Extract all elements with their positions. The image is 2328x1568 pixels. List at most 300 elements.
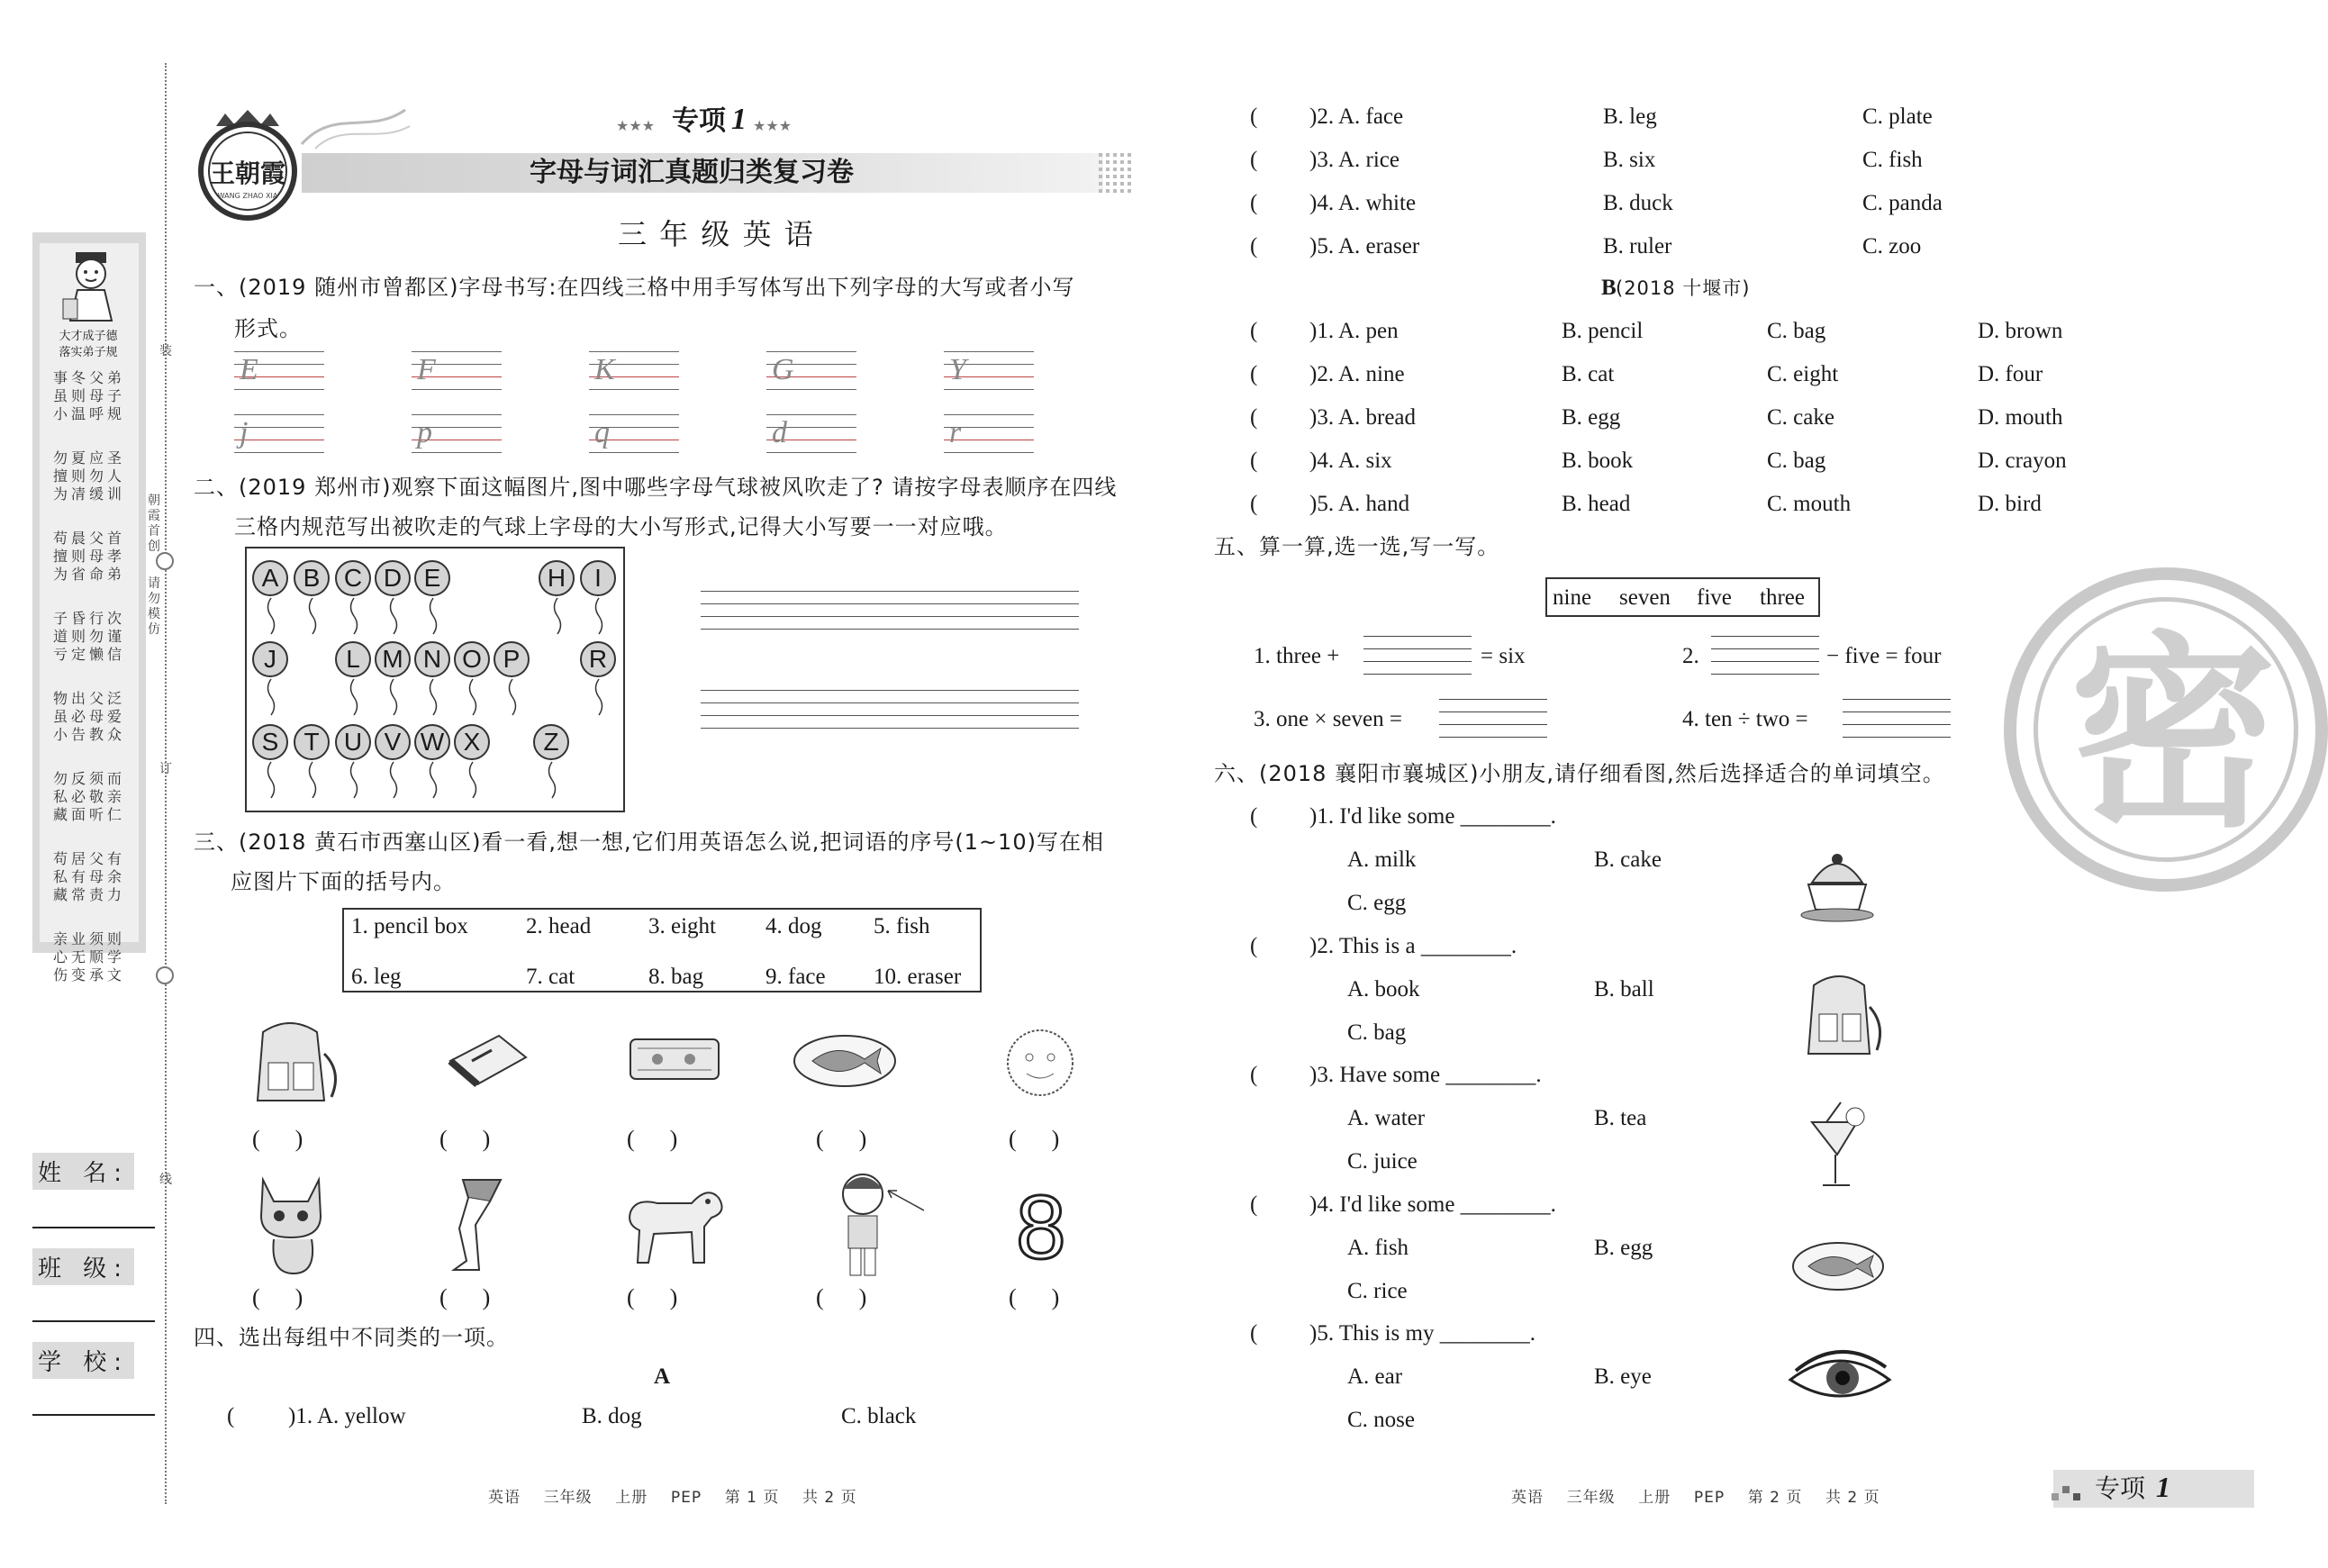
- sidebar-rule-char: 凊: [70, 485, 86, 503]
- sidebar-rule-char: 虽: [52, 387, 68, 404]
- balloon-string-icon: [467, 762, 479, 798]
- section4-title: 四、选出每组中不同类的一项。: [194, 1325, 509, 1350]
- group-a-option-b: B. six: [1603, 148, 1656, 172]
- page-subject: 三 年 级 英 语: [618, 217, 815, 251]
- sidebar-rule-char: 子: [106, 387, 122, 404]
- answer-paren-open[interactable]: (: [1250, 191, 1258, 215]
- sidebar-rule-char: 物: [52, 690, 68, 707]
- example-letter: p: [417, 416, 432, 449]
- sidebar-rule-char: 孝: [106, 548, 122, 565]
- sidebar-rule-char: 则: [70, 387, 86, 404]
- balloon-string-icon: [427, 679, 439, 715]
- sidebar-rule-char: 勿: [88, 467, 104, 485]
- letter-balloon: O: [454, 641, 490, 677]
- math-q1-prefix: 1. three +: [1254, 644, 1340, 668]
- writing-grid[interactable]: [766, 351, 856, 391]
- sidebar-rule-char: 省: [70, 566, 86, 583]
- word-bank-item: 7. cat: [526, 965, 575, 989]
- sidebar-rule-char: 擅: [52, 467, 68, 485]
- name-label: 姓 名:: [32, 1153, 134, 1190]
- sidebar-rule-char: 弟: [106, 369, 122, 386]
- balloon-string-icon: [306, 762, 319, 798]
- dog-picture: [618, 1176, 729, 1270]
- sidebar-rule-char: 父: [88, 530, 104, 547]
- math-q2-answer[interactable]: [1711, 636, 1819, 681]
- header-stars-left: ★★★: [616, 117, 656, 134]
- fill-option-b: B. tea: [1594, 1106, 1647, 1130]
- group-b-option-b: B. head: [1562, 492, 1631, 516]
- face-picture: [1000, 1027, 1081, 1099]
- group-b-option-b: B. pencil: [1562, 319, 1644, 343]
- answer-paren-open[interactable]: (: [1250, 933, 1258, 958]
- binding-note-xian: 线: [159, 1173, 172, 1187]
- fill-option-a: A. book: [1347, 976, 1420, 1002]
- letter-balloon: D: [375, 560, 411, 596]
- fill-option-c: C. nose: [1347, 1408, 1415, 1432]
- group-a-option-c: C. black: [841, 1404, 917, 1428]
- answer-paren[interactable]: ( ): [252, 1284, 303, 1310]
- sidebar-rule-char: 爱: [106, 708, 122, 725]
- sidebar-rule-char: 为: [52, 566, 68, 583]
- answer-paren-open[interactable]: (: [1250, 362, 1258, 386]
- sidebar-rule-char: 勿: [52, 449, 68, 467]
- sidebar-rule-char: 懒: [88, 646, 104, 663]
- school-bag-picture: [238, 1018, 342, 1108]
- answer-paren[interactable]: ( ): [1009, 1126, 1060, 1152]
- balloon-string-icon: [348, 762, 360, 798]
- answer-lines-lower[interactable]: [701, 690, 1079, 735]
- group-b-option-a: )1. A. pen: [1309, 319, 1399, 343]
- section5-title: 五、算一算,选一选,写一写。: [1214, 534, 1500, 559]
- binding-note-zhuang: 装: [159, 344, 172, 358]
- sidebar-rule-char: 业: [70, 930, 86, 947]
- sidebar-rule-char: 告: [70, 726, 86, 743]
- answer-paren[interactable]: ( ): [627, 1284, 678, 1310]
- letter-balloon: J: [252, 641, 288, 677]
- letter-balloon: M: [375, 641, 411, 677]
- fill-option-b: B. egg: [1594, 1235, 1653, 1260]
- group-b-option-c: C. eight: [1767, 362, 1839, 386]
- sidebar-rule-char: 虽: [52, 708, 68, 725]
- writing-grid[interactable]: [412, 351, 502, 391]
- footer-left: 英语 三年级 上册 PEP 第 1 页 共 2 页: [488, 1489, 857, 1507]
- word-bank-three: three: [1760, 585, 1805, 610]
- footer-right: 英语 三年级 上册 PEP 第 2 页 共 2 页: [1511, 1489, 1880, 1507]
- answer-paren-open[interactable]: (: [1250, 234, 1258, 258]
- group-b-option-d: D. four: [1978, 362, 2043, 386]
- pencil-box-picture: [625, 1027, 724, 1090]
- sidebar-rule-char: 面: [70, 806, 86, 823]
- group-b-option-d: D. crayon: [1978, 449, 2067, 473]
- fill-option-c: C. juice: [1347, 1149, 1418, 1174]
- fill-question: )2. This is a ________.: [1309, 933, 1517, 958]
- balloon-string-icon: [593, 679, 605, 715]
- math-q4-answer[interactable]: [1843, 699, 1951, 744]
- juice-glass-picture: [1805, 1101, 1871, 1194]
- fill-option-b: B. ball: [1594, 976, 1654, 1002]
- group-a-option-b: B. duck: [1603, 191, 1673, 215]
- sidebar-rule-char: 心: [52, 948, 68, 965]
- section2-title: 二、(2019 郑州市)观察下面这幅图片,图中哪些字母气球被风吹走了? 请按字母表顺序在四线: [194, 475, 1118, 500]
- answer-paren[interactable]: ( ): [627, 1126, 678, 1152]
- sidebar-rule-char: 训: [106, 485, 122, 503]
- sidebar-rule-char: 有: [106, 850, 122, 867]
- binding-dotted-line: [165, 63, 167, 1504]
- sidebar-rule-char: 事: [52, 369, 68, 386]
- section3-title: 三、(2018 黄石市西塞山区)看一看,想一想,它们用英语怎么说,把词语的序号(1~10)写在相: [194, 829, 1104, 855]
- fish-plate-picture: [793, 1032, 897, 1090]
- answer-paren[interactable]: ( ): [439, 1284, 491, 1310]
- binding-note-ding: 订: [159, 762, 172, 776]
- sidebar-rule-char: 温: [70, 405, 86, 422]
- answer-paren[interactable]: ( ): [252, 1126, 303, 1152]
- word-bank-item: 2. head: [526, 914, 592, 938]
- group-a-option-b: B. ruler: [1603, 234, 1672, 258]
- footer-badge-label: 专项: [2095, 1473, 2146, 1503]
- number-eight-picture: 8: [1016, 1177, 1066, 1278]
- sidebar-rule-char: 父: [88, 369, 104, 386]
- sidebar-rule-char: 父: [88, 850, 104, 867]
- balloon-string-icon: [348, 598, 360, 634]
- math-q2-prefix: 2.: [1682, 644, 1699, 668]
- letter-balloon: U: [335, 724, 371, 760]
- group-b-option-c: C. cake: [1767, 405, 1834, 430]
- balloon-string-icon: [546, 762, 558, 798]
- letter-balloon: N: [414, 641, 450, 677]
- answer-paren[interactable]: ( ): [1009, 1284, 1060, 1310]
- footer-dots-icon: [2052, 1477, 2088, 1504]
- group-a-option-b: B. dog: [582, 1404, 642, 1428]
- answer-paren[interactable]: ( ): [816, 1126, 867, 1152]
- sidebar-rule-char: 则: [70, 548, 86, 565]
- sidebar-rule-char: 缓: [88, 485, 104, 503]
- letter-balloon: A: [252, 560, 288, 596]
- group-a-option-c: C. plate: [1862, 104, 1933, 129]
- sidebar-rule-char: 次: [106, 610, 122, 627]
- group-a-option-a: )2. A. face: [1309, 104, 1404, 129]
- group-a-option-c: C. zoo: [1862, 234, 1922, 258]
- example-letter: K: [594, 353, 615, 386]
- sidebar-rule-char: 藏: [52, 806, 68, 823]
- banner-title: 字母与词汇真题归类复习卷: [530, 157, 854, 188]
- letter-balloon: X: [454, 724, 490, 760]
- balloon-string-icon: [551, 598, 564, 634]
- writing-grid[interactable]: [589, 414, 679, 454]
- sidebar-rule-char: 学: [106, 948, 122, 965]
- answer-paren-open[interactable]: (: [1250, 405, 1258, 430]
- letter-balloon: C: [335, 560, 371, 596]
- sidebar-rule-char: 文: [106, 966, 122, 983]
- word-bank-item: 10. eraser: [874, 965, 962, 989]
- group-a-option-a: )1. A. yellow: [288, 1404, 406, 1428]
- group-b-option-c: C. bag: [1767, 449, 1826, 473]
- group-a-option-b: B. leg: [1603, 104, 1657, 129]
- sidebar-rule-char: 泛: [106, 690, 122, 707]
- letter-balloon: T: [294, 724, 330, 760]
- answer-paren-open[interactable]: (: [227, 1404, 235, 1428]
- sidebar-rule-char: 须: [88, 770, 104, 787]
- sidebar-rule-char: 父: [88, 690, 104, 707]
- letter-balloon: E: [414, 560, 450, 596]
- word-bank-item: 8. bag: [648, 965, 704, 989]
- answer-lines-upper[interactable]: [701, 591, 1079, 636]
- sidebar-rule-char: 无: [70, 948, 86, 965]
- answer-paren-open[interactable]: (: [1250, 804, 1258, 829]
- sidebar-rule-char: 命: [88, 566, 104, 583]
- section1-title: 一、(2019 随州市曾都区)字母书写:在四线三格中用手写体写出下列字母的大写或者小写: [194, 275, 1075, 300]
- binding-note-brand: 朝霞首创: [148, 494, 160, 554]
- writing-grid[interactable]: [944, 351, 1034, 391]
- sidebar-rule-char: 规: [106, 405, 122, 422]
- group-b-option-a: )3. A. bread: [1309, 405, 1417, 430]
- balloon-string-icon: [387, 762, 400, 798]
- balloon-string-icon: [265, 598, 277, 634]
- group-b-option-d: D. mouth: [1978, 405, 2063, 430]
- letter-balloon: I: [580, 560, 616, 596]
- school-input-line[interactable]: [32, 1414, 155, 1416]
- sidebar-motto-1: 大才成子德: [59, 330, 118, 343]
- group-a-option-a: )5. A. eraser: [1309, 234, 1420, 258]
- letter-balloon: W: [414, 724, 450, 760]
- class-label: 班 级:: [32, 1248, 134, 1285]
- sidebar-rule-char: 首: [106, 530, 122, 547]
- balloon-string-icon: [427, 762, 439, 798]
- sidebar-rule-char: 为: [52, 485, 68, 503]
- binding-note-copy: 请勿模仿: [148, 576, 160, 637]
- sidebar-rule-char: 人: [106, 467, 122, 485]
- balloon-string-icon: [467, 679, 479, 715]
- sidebar-rule-char: 私: [52, 788, 68, 805]
- balloon-string-icon: [427, 598, 439, 634]
- example-letter: r: [949, 416, 962, 449]
- boy-head-picture: [827, 1167, 926, 1281]
- sidebar-rule-char: 承: [88, 966, 104, 983]
- balloon-string-icon: [265, 762, 277, 798]
- group-a-option-a: )3. A. rice: [1309, 148, 1400, 172]
- writing-grid[interactable]: [234, 414, 324, 454]
- answer-paren[interactable]: ( ): [439, 1126, 491, 1152]
- writing-grid[interactable]: [234, 351, 324, 391]
- letter-balloon: H: [539, 560, 575, 596]
- sidebar-rule-char: 夏: [70, 449, 86, 467]
- eraser-picture: [445, 1030, 530, 1088]
- balloon-string-icon: [265, 679, 277, 715]
- sidebar-rule-char: 母: [88, 708, 104, 725]
- scholar-mascot-icon: [50, 249, 131, 326]
- example-letter: G: [772, 353, 794, 386]
- sidebar-rule-char: 众: [106, 726, 122, 743]
- sidebar-rule-char: 行: [88, 610, 104, 627]
- letter-balloon: B: [294, 560, 330, 596]
- binding-hole-icon: [155, 965, 175, 985]
- brand-logo-icon: [189, 108, 306, 225]
- sidebar-rule-char: 顺: [88, 948, 104, 965]
- balloon-string-icon: [387, 679, 400, 715]
- special-number: 1: [731, 103, 747, 136]
- banner-dots-icon: [1099, 153, 1135, 193]
- group-b-option-b: B. book: [1562, 449, 1634, 473]
- word-bank-five: five: [1697, 585, 1732, 610]
- sidebar-rule-char: 亲: [106, 788, 122, 805]
- sidebar-rule-char: 苟: [52, 530, 68, 547]
- writing-grid[interactable]: [766, 414, 856, 454]
- bag-picture: [1792, 971, 1886, 1061]
- sidebar-rule-char: 必: [70, 708, 86, 725]
- letter-balloon: Z: [533, 724, 569, 760]
- sidebar-rule-char: 小: [52, 726, 68, 743]
- example-letter: F: [417, 353, 436, 386]
- example-letter: j: [240, 416, 249, 449]
- name-input-line[interactable]: [32, 1227, 155, 1228]
- answer-paren-open[interactable]: (: [1250, 148, 1258, 172]
- fill-question: )1. I'd like some ________.: [1309, 804, 1556, 829]
- fill-option-b: B. eye: [1594, 1364, 1652, 1389]
- ribbon-swirl-icon: [297, 99, 414, 153]
- sidebar-rule-char: 圣: [106, 449, 122, 467]
- sidebar-rule-char: 有: [70, 868, 86, 885]
- sidebar-rule-char: 谨: [106, 628, 122, 645]
- school-label: 学 校:: [32, 1342, 134, 1379]
- letter-balloon: V: [375, 724, 411, 760]
- sidebar-rule-char: 余: [106, 868, 122, 885]
- class-input-line[interactable]: [32, 1320, 155, 1322]
- example-letter: E: [240, 353, 258, 386]
- fill-option-a: A. water: [1347, 1106, 1426, 1130]
- sidebar-rule-char: 须: [88, 930, 104, 947]
- math-q3-prefix: 3. one × seven =: [1254, 707, 1402, 731]
- example-letter: d: [772, 416, 787, 449]
- sidebar-rule-char: 则: [106, 930, 122, 947]
- sidebar-rule-char: 力: [106, 886, 122, 903]
- fill-option-c: C. bag: [1347, 1020, 1407, 1045]
- fish-dish-picture: [1790, 1239, 1886, 1293]
- sidebar-rule-char: 变: [70, 966, 86, 983]
- sidebar-rule-char: 母: [88, 548, 104, 565]
- sidebar-rule-char: 必: [70, 788, 86, 805]
- svg-text:王朝霞: 王朝霞: [209, 159, 286, 188]
- sidebar-rule-char: 晨: [70, 530, 86, 547]
- group-a-option-a: )4. A. white: [1309, 191, 1417, 215]
- leg-picture: [436, 1171, 508, 1275]
- word-bank-item: 5. fish: [874, 914, 930, 938]
- answer-paren-open[interactable]: (: [1250, 1063, 1258, 1087]
- sidebar-rule-char: 勿: [88, 628, 104, 645]
- answer-paren-open[interactable]: (: [1250, 449, 1258, 473]
- answer-paren-open[interactable]: (: [1250, 1321, 1258, 1346]
- cake-picture: [1796, 850, 1879, 924]
- sidebar-rule-char: 冬: [70, 369, 86, 386]
- footer-badge-number: 1: [2156, 1471, 2170, 1503]
- section3-title-cont: 应图片下面的括号内。: [231, 869, 456, 894]
- sidebar-rule-char: 亏: [52, 646, 68, 663]
- sidebar-rule-char: 苟: [52, 850, 68, 867]
- sidebar-rule-char: 则: [70, 467, 86, 485]
- answer-paren[interactable]: ( ): [816, 1284, 867, 1310]
- group-a-label: A: [654, 1364, 671, 1389]
- sidebar-rule-char: 道: [52, 628, 68, 645]
- fill-option-c: C. rice: [1347, 1278, 1408, 1303]
- group-b-option-c: C. mouth: [1767, 492, 1852, 516]
- group-b-label: B: [1601, 276, 1617, 300]
- answer-paren-open[interactable]: (: [1250, 1192, 1258, 1217]
- secret-stamp-char: 密: [2069, 615, 2277, 856]
- sidebar-rule-char: 则: [70, 628, 86, 645]
- letter-balloon: L: [335, 641, 371, 677]
- answer-paren-open[interactable]: (: [1250, 104, 1258, 129]
- sidebar-rule-char: 信: [106, 646, 122, 663]
- fill-option-a: A. milk: [1347, 847, 1417, 872]
- balloon-string-icon: [506, 679, 519, 715]
- group-b-option-d: D. bird: [1978, 492, 2042, 516]
- balloon-string-icon: [348, 679, 360, 715]
- word-bank-seven: seven: [1619, 585, 1671, 610]
- group-b-option-a: )4. A. six: [1309, 449, 1392, 473]
- letter-balloon: S: [252, 724, 288, 760]
- sidebar-rule-char: 而: [106, 770, 122, 787]
- fill-question: )4. I'd like some ________.: [1309, 1192, 1556, 1217]
- example-letter: Y: [949, 353, 966, 386]
- fill-option-a: A. fish: [1347, 1235, 1409, 1260]
- special-label: 专项: [672, 105, 726, 137]
- writing-grid[interactable]: [589, 351, 679, 391]
- word-bank-item: 1. pencil box: [351, 914, 468, 938]
- group-b-option-b: B. cat: [1562, 362, 1615, 386]
- writing-grid[interactable]: [944, 414, 1034, 454]
- sidebar-rule-char: 教: [88, 726, 104, 743]
- fill-question: )5. This is my ________.: [1309, 1321, 1535, 1346]
- section1-title-cont: 形式。: [234, 316, 302, 341]
- example-letter: q: [594, 416, 610, 449]
- group-b-option-a: )2. A. nine: [1309, 362, 1405, 386]
- word-bank-nine: nine: [1553, 585, 1592, 610]
- sidebar-rule-char: 母: [88, 387, 104, 404]
- answer-paren-open[interactable]: (: [1250, 319, 1258, 343]
- word-bank-item: 6. leg: [351, 965, 402, 989]
- sidebar-rule-char: 居: [70, 850, 86, 867]
- sidebar-rule-char: 反: [70, 770, 86, 787]
- sidebar-rule-char: 仁: [106, 806, 122, 823]
- sidebar-rule-char: 擅: [52, 548, 68, 565]
- sidebar-rule-char: 亲: [52, 930, 68, 947]
- sidebar-motto-2: 落实弟子规: [59, 346, 118, 359]
- sidebar-rule-char: 母: [88, 868, 104, 885]
- section6-title: 六、(2018 襄阳市襄城区)小朋友,请仔细看图,然后选择适合的单词填空。: [1214, 761, 1945, 786]
- sidebar-rule-char: 常: [70, 886, 86, 903]
- word-bank-item: 4. dog: [765, 914, 822, 938]
- sidebar-rule-char: 敬: [88, 788, 104, 805]
- group-b-option-c: C. bag: [1767, 319, 1826, 343]
- math-q3-answer[interactable]: [1439, 699, 1547, 744]
- binding-hole-icon: [155, 551, 175, 571]
- letter-balloon: R: [580, 641, 616, 677]
- sidebar-rule-char: 弟: [106, 566, 122, 583]
- math-q1-answer[interactable]: [1363, 636, 1472, 681]
- group-b-option-d: D. brown: [1978, 319, 2063, 343]
- sidebar-rule-char: 子: [52, 610, 68, 627]
- sidebar-rule-char: 小: [52, 405, 68, 422]
- fill-option-a: A. ear: [1347, 1364, 1403, 1389]
- eye-picture: [1787, 1347, 1893, 1409]
- balloon-string-icon: [387, 598, 400, 634]
- word-bank-item: 3. eight: [648, 914, 716, 938]
- sidebar-rule-char: 呼: [88, 405, 104, 422]
- cat-picture: [243, 1171, 339, 1279]
- writing-grid[interactable]: [412, 414, 502, 454]
- fill-question: )3. Have some ________.: [1309, 1063, 1542, 1087]
- balloon-string-icon: [593, 598, 605, 634]
- answer-paren-open[interactable]: (: [1250, 492, 1258, 516]
- group-b-source: (2018 十堰市): [1616, 277, 1751, 299]
